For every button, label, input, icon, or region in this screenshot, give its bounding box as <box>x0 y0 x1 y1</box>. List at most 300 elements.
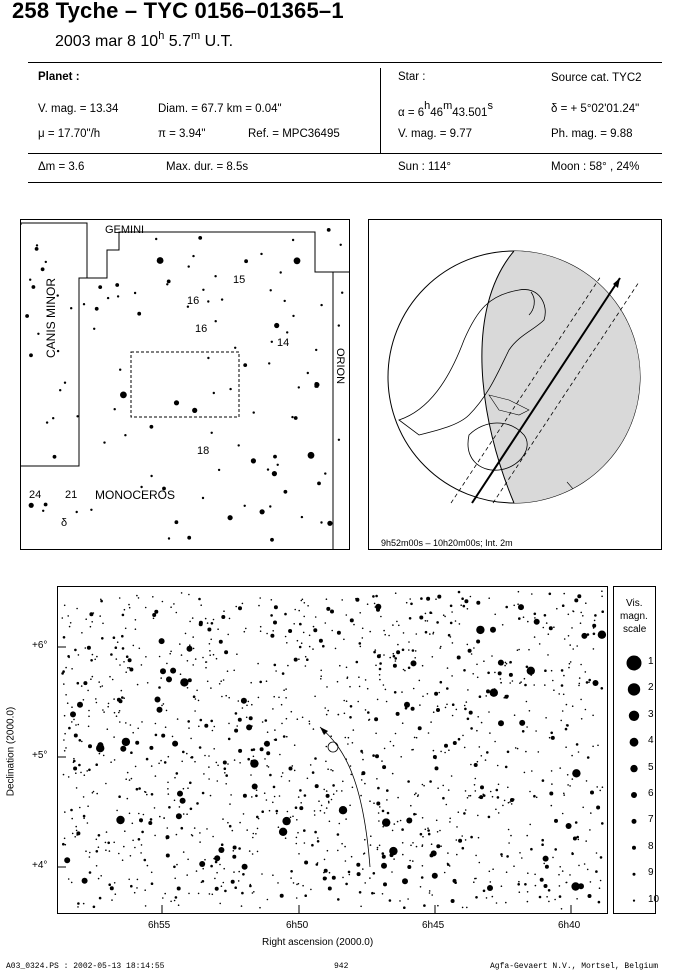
legend-dot-2 <box>628 683 640 695</box>
map-star <box>428 732 430 734</box>
map-star <box>566 724 568 726</box>
map-star <box>494 688 496 690</box>
map-star <box>457 656 461 660</box>
map-star <box>578 751 580 753</box>
map-star <box>102 709 104 711</box>
map-star <box>421 845 423 847</box>
map-star <box>259 907 261 909</box>
map-star <box>129 607 131 609</box>
map-star <box>294 744 296 746</box>
map-star <box>372 595 375 598</box>
map-star <box>236 725 238 727</box>
map-star <box>205 618 207 620</box>
map-star <box>500 678 502 680</box>
star-map-svg <box>58 587 607 913</box>
planet-parallax: π = 3.94" <box>158 128 206 140</box>
page-title: 258 Tyche – TYC 0156–01365–1 <box>12 0 344 23</box>
map-star <box>210 795 212 797</box>
map-star <box>551 736 555 740</box>
map-star <box>236 653 238 655</box>
map-star <box>186 753 188 755</box>
finder-star <box>114 408 116 410</box>
map-star <box>382 826 384 828</box>
map-star <box>345 737 347 739</box>
map-star <box>355 598 359 602</box>
finder-star <box>202 289 204 291</box>
map-star <box>594 620 596 622</box>
map-star <box>200 719 203 722</box>
map-star <box>518 617 521 620</box>
map-star <box>539 643 541 645</box>
map-star <box>383 856 385 858</box>
map-star <box>176 813 182 819</box>
map-star <box>221 885 223 887</box>
map-star <box>492 796 494 798</box>
map-star <box>576 645 578 647</box>
map-star <box>411 707 415 711</box>
map-star <box>105 849 107 851</box>
map-star <box>113 698 115 700</box>
finder-star <box>284 490 288 494</box>
map-star <box>148 821 152 825</box>
map-star <box>590 881 592 883</box>
map-star <box>396 650 400 654</box>
legend-dot-8 <box>632 846 636 850</box>
label-monoceros: MONOCEROS <box>95 488 176 502</box>
map-star <box>494 672 496 674</box>
map-star <box>86 770 88 772</box>
map-star <box>266 799 268 801</box>
map-star <box>479 862 481 864</box>
finder-star <box>93 328 95 330</box>
map-star <box>192 664 194 666</box>
map-star <box>94 659 96 661</box>
map-star <box>601 687 604 690</box>
map-star <box>138 838 141 841</box>
map-star <box>390 853 394 857</box>
map-star <box>410 845 412 847</box>
map-star <box>393 655 396 658</box>
map-star <box>496 902 498 904</box>
map-star <box>71 721 73 723</box>
map-star <box>134 892 136 894</box>
map-star <box>170 668 176 674</box>
map-star <box>246 717 248 719</box>
map-star <box>438 692 440 694</box>
map-star <box>227 763 229 765</box>
map-star <box>551 670 553 672</box>
map-star <box>469 711 473 715</box>
map-star <box>561 669 564 672</box>
map-star <box>127 798 129 800</box>
footer-file-info: A03_0324.PS : 2002-05-13 18:14:55 <box>6 962 165 971</box>
map-star <box>517 748 519 750</box>
map-star <box>367 603 369 605</box>
map-star <box>309 721 311 723</box>
map-star <box>290 817 292 819</box>
map-star <box>158 686 161 689</box>
map-star <box>298 658 300 660</box>
map-star <box>578 685 580 687</box>
map-star <box>162 897 164 899</box>
map-star <box>465 809 467 811</box>
map-star <box>544 614 547 617</box>
map-star <box>364 839 366 841</box>
map-star <box>320 678 322 680</box>
map-star <box>297 718 299 720</box>
finder-star <box>46 421 48 423</box>
map-star <box>261 873 263 875</box>
map-star <box>460 604 462 606</box>
map-star <box>494 614 496 616</box>
map-star <box>285 688 287 690</box>
map-star <box>190 757 192 759</box>
map-star <box>541 839 544 842</box>
map-star <box>375 754 379 758</box>
map-star <box>543 863 545 865</box>
map-star <box>488 597 490 599</box>
map-star <box>167 827 169 829</box>
map-star <box>505 902 507 904</box>
map-star <box>151 882 154 885</box>
map-star <box>79 807 81 809</box>
map-star <box>476 626 484 634</box>
map-star <box>189 621 191 623</box>
map-star <box>526 726 528 728</box>
map-star <box>170 606 172 608</box>
map-star <box>369 877 371 879</box>
map-star <box>188 678 192 682</box>
map-star <box>447 852 449 854</box>
moon-info: Moon : 58° , 24% <box>551 161 640 173</box>
finder-star <box>52 417 54 419</box>
map-star <box>174 777 176 779</box>
map-star <box>204 859 206 861</box>
map-star <box>144 859 147 862</box>
map-star <box>478 797 480 799</box>
finder-star <box>42 510 44 512</box>
map-star <box>521 857 523 859</box>
finder-star <box>277 464 279 466</box>
map-star <box>136 595 138 597</box>
star-alpha <box>398 100 493 119</box>
finder-star <box>44 503 48 507</box>
map-star <box>601 596 603 598</box>
map-star <box>262 721 264 723</box>
legend-label-1: 1 <box>648 656 654 667</box>
map-star <box>115 646 118 649</box>
map-star <box>274 729 276 731</box>
finder-star <box>32 285 36 289</box>
map-star <box>409 598 411 600</box>
map-star <box>501 856 503 858</box>
map-star <box>180 673 182 675</box>
map-star <box>431 843 433 845</box>
map-star <box>348 871 351 874</box>
map-star <box>399 900 401 902</box>
map-star <box>309 723 311 725</box>
map-star <box>233 871 235 873</box>
map-star <box>309 635 311 637</box>
map-star <box>506 871 508 873</box>
map-star <box>242 864 248 870</box>
finder-star <box>260 253 262 255</box>
map-star <box>324 812 326 814</box>
finder-star <box>286 331 288 333</box>
map-star <box>562 870 564 872</box>
hour-unit: h <box>158 30 165 42</box>
map-star <box>373 651 376 654</box>
map-star <box>234 729 238 733</box>
map-star <box>93 612 95 614</box>
map-star <box>145 656 147 658</box>
map-star <box>429 633 431 635</box>
map-star <box>160 668 166 674</box>
map-star <box>349 716 352 719</box>
map-star <box>87 646 91 650</box>
map-star <box>323 872 325 874</box>
globe-svg <box>369 220 661 549</box>
map-star <box>298 853 300 855</box>
map-star <box>183 788 185 790</box>
map-star <box>313 628 317 632</box>
map-star <box>81 741 83 743</box>
map-star <box>80 772 82 774</box>
map-star <box>357 701 359 703</box>
map-star <box>98 846 100 848</box>
map-star <box>379 654 381 656</box>
sun-elongation: Sun : 114° <box>398 161 451 173</box>
map-star <box>87 822 89 824</box>
map-star <box>585 840 587 842</box>
map-star <box>315 616 317 618</box>
map-star <box>100 686 102 688</box>
map-star <box>267 899 269 901</box>
map-star <box>189 782 192 785</box>
map-star <box>169 653 171 655</box>
map-star <box>326 598 328 600</box>
map-star <box>534 617 536 619</box>
header-rule-bottom <box>28 182 662 183</box>
map-star <box>461 835 463 837</box>
map-star <box>250 884 252 886</box>
map-star <box>332 784 335 787</box>
map-star <box>176 864 178 866</box>
map-star <box>382 852 385 855</box>
map-star <box>84 774 86 776</box>
map-star <box>337 681 339 683</box>
map-star <box>417 795 419 797</box>
legend-svg <box>614 587 655 913</box>
map-star <box>375 649 377 651</box>
map-star <box>260 747 264 751</box>
map-star <box>408 641 410 643</box>
map-star <box>259 681 262 684</box>
map-star <box>68 776 70 778</box>
map-star <box>243 794 247 798</box>
map-star <box>266 633 268 635</box>
map-star <box>552 857 554 859</box>
map-star <box>498 812 500 814</box>
map-star <box>486 751 489 754</box>
map-star <box>290 877 292 879</box>
map-star <box>403 669 405 671</box>
map-star <box>89 871 92 874</box>
map-star <box>216 762 218 764</box>
map-star <box>425 613 427 615</box>
map-star <box>335 648 337 650</box>
map-star <box>458 591 461 594</box>
map-star <box>401 828 404 831</box>
map-star <box>379 674 381 676</box>
map-star <box>440 681 443 684</box>
map-star <box>250 774 252 776</box>
map-star <box>64 811 66 813</box>
map-star <box>544 684 546 686</box>
map-star <box>373 802 375 804</box>
map-star <box>518 604 524 610</box>
map-star <box>93 791 95 793</box>
map-star <box>568 635 570 637</box>
map-star <box>326 607 330 611</box>
map-star <box>456 709 458 711</box>
map-star <box>402 842 404 844</box>
map-star <box>531 593 533 595</box>
max-duration: Max. dur. = 8.5s <box>166 161 249 173</box>
map-star <box>554 819 558 823</box>
map-star <box>338 714 340 716</box>
map-star <box>187 720 190 723</box>
map-star <box>266 680 268 682</box>
map-star <box>300 802 302 804</box>
map-star <box>421 876 424 879</box>
map-star <box>342 781 344 783</box>
map-star <box>453 741 457 745</box>
map-star <box>437 705 439 707</box>
finder-star <box>192 408 197 413</box>
map-star <box>274 796 276 798</box>
map-star <box>510 835 512 837</box>
finder-star <box>341 292 343 294</box>
map-star <box>165 726 167 728</box>
map-star <box>559 866 561 868</box>
map-star <box>442 785 444 787</box>
map-star <box>395 733 397 735</box>
map-star <box>311 844 314 847</box>
map-star <box>159 656 161 658</box>
map-star <box>159 708 161 710</box>
header-rule-top <box>28 62 662 63</box>
map-star <box>406 818 412 824</box>
map-star <box>323 877 327 881</box>
map-star <box>470 795 472 797</box>
delta-magnitude: Δm = 3.6 <box>38 161 85 173</box>
map-star <box>118 853 120 855</box>
map-star <box>475 855 477 857</box>
map-star <box>350 774 352 776</box>
map-star <box>495 809 497 811</box>
map-star <box>543 627 545 629</box>
map-star <box>64 838 66 840</box>
map-star <box>467 644 469 646</box>
map-star <box>598 631 606 639</box>
map-star <box>422 836 424 838</box>
map-star <box>76 787 78 789</box>
map-star <box>303 632 305 634</box>
map-star <box>458 839 462 843</box>
map-star <box>527 667 535 675</box>
map-star <box>85 618 87 620</box>
map-star <box>580 664 582 666</box>
map-star <box>596 852 598 854</box>
map-star <box>452 715 454 717</box>
map-star <box>223 882 225 884</box>
map-star <box>462 907 464 909</box>
map-star <box>483 660 485 662</box>
map-star <box>157 707 163 713</box>
map-star <box>246 705 248 707</box>
finder-star <box>37 333 39 335</box>
map-star <box>402 878 408 884</box>
map-star <box>407 898 409 900</box>
map-star <box>600 880 602 882</box>
alpha-prefix: α = 6 <box>398 107 425 119</box>
map-star <box>575 821 578 824</box>
map-star <box>599 790 601 792</box>
map-star <box>428 833 431 836</box>
map-star <box>572 705 574 707</box>
map-star <box>439 647 441 649</box>
map-star <box>188 893 190 895</box>
map-star <box>585 602 587 604</box>
map-star <box>379 845 381 847</box>
map-star <box>275 670 277 672</box>
map-star <box>85 850 87 852</box>
map-star <box>362 868 364 870</box>
map-star <box>326 714 328 716</box>
map-star <box>563 675 565 677</box>
map-star <box>87 690 89 692</box>
map-star <box>62 670 65 673</box>
map-star <box>208 755 210 757</box>
map-star <box>168 806 171 809</box>
map-star <box>498 660 504 666</box>
map-star <box>286 718 288 720</box>
map-star <box>545 865 549 869</box>
map-star <box>413 688 415 690</box>
map-star <box>307 605 309 607</box>
map-star <box>127 772 129 774</box>
map-star <box>238 749 242 753</box>
map-star <box>217 780 219 782</box>
event-minutes: 5.7 <box>164 33 191 50</box>
finder-star <box>294 416 298 420</box>
map-star <box>481 722 483 724</box>
map-star <box>192 636 194 638</box>
map-star <box>527 901 529 903</box>
map-star <box>114 759 116 761</box>
finder-star <box>218 469 220 471</box>
map-star <box>566 823 572 829</box>
map-star <box>105 842 107 844</box>
map-star <box>205 667 207 669</box>
map-star <box>415 792 417 794</box>
map-star <box>238 880 240 882</box>
map-star <box>189 644 191 646</box>
map-star <box>64 715 66 717</box>
map-star <box>100 600 103 603</box>
map-star <box>172 741 178 747</box>
